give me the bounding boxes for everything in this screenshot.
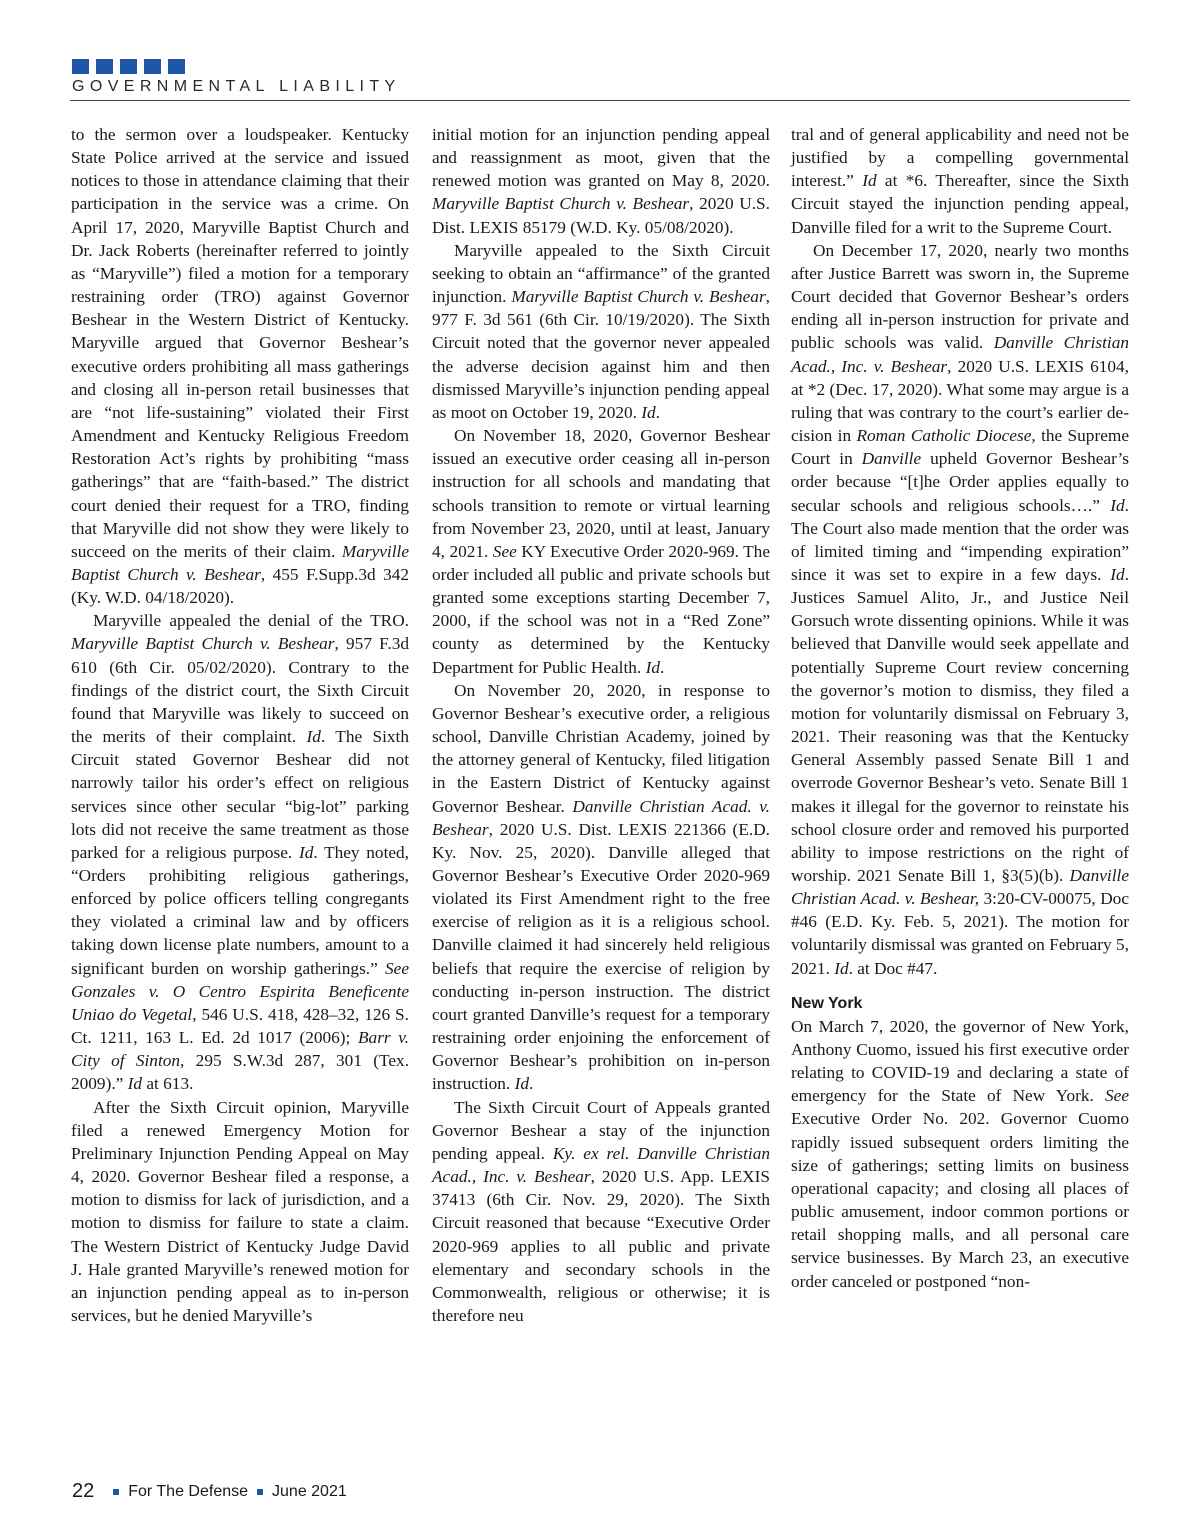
section-label: GOVERNMENTAL LIABILITY xyxy=(72,78,401,95)
header-squares xyxy=(72,59,185,74)
page-footer xyxy=(72,1480,347,1503)
publication-name: For The Defense xyxy=(128,1482,249,1500)
header-square xyxy=(144,59,161,74)
article-column-1: to the sermon over a loudspeaker. Kentucky State Police arrived at the service and issued notices to those in attendance claiming that their participation in the service was a crime. On April 17, 2020, Maryville Baptist Church and Dr. Jack Roberts (hereinafter referred to jointly as “Maryville”) filed a motion for a temporary restraining order (TRO) against Governor Beshear in the Western District of Kentucky. Maryville argued that Governor Beshear’s executive orders prohibiting all mass gatherings and closing all in-person retail businesses that are “not life-sustaining” violated their First Amendment and Kentucky Religious Freedom Restoration Act’s rights by prohibiting “mass gatherings” that are “faith-based.” The district court denied their request for a TRO, finding that Maryville did not show they were likely to succeed on the merits of their claim. Maryville Baptist Church v. Beshear, 455 F.Supp.3d 342 (Ky. W.D. 04/18/2020). Maryville appealed the denial of the TRO. Maryville Baptist Church v. Beshear, 957 F.3d 610 (6th Cir. 05/02/2020). Contrary to the findings of the district court, the Sixth Circuit found that Maryville was likely to succeed on the merits of their complaint. Id. The Sixth Circuit stated Governor Beshear did not narrowly tailor his order’s effect on religious services since other secular “big-lot” parking lots did not receive the same treatment as those parked for a religious purpose. Id. They noted, “Orders prohibiting religious gatherings, enforced by police officers telling congregants they violated a criminal law and by officers taking down license plate numbers, amount to a significant burden on worship gatherings.” See Gonzales v. O Centro Espirita Beneficente Uniao do Vegetal, 546 U.S. 418, 428–32, 126 S. Ct. 1211, 163 L. Ed. 2d 1017 (2006); Barr v. City of Sinton, 295 S.W.3d 287, 301 (Tex. 2009).” Id at 613. After the Sixth Circuit opinion, Maryville filed a renewed Emergency Motion for Preliminary Injunction Pending Appeal on May 4, 2020. Governor Beshear filed a response, a motion to dismiss for lack of jurisdiction, and a motion to dismiss for failure to state a claim. The Western District of Kentucky Judge David J. Hale granted Maryville’s renewed motion for an injunction pending appeal as to in-person services, but he denied Maryville’s xyxy=(71,125,410,1325)
footer-bullet xyxy=(257,1489,263,1495)
header-rule xyxy=(70,100,1130,101)
article-column-3: tral and of general applicability and need not be justified by a compelling governmental interest.” Id at *6. Thereafter, since the Sixth Circuit stayed the injunction pending appeal, Danville filed for a writ to the Supreme Court. On December 17, 2020, nearly two months after Justice Barrett was sworn in, the Supreme Court decided that Governor Beshear’s orders ending all in-person instruction for private and public schools was valid. Danville Christian Acad., Inc. v. Beshear, 2020 U.S. LEXIS 6104, at *2 (Dec. 17, 2020). What some may argue is a ruling that was contrary to the court’s earlier decision in Roman Catholic Diocese, the Supreme Court in Danville upheld Governor Beshear’s order because “[t]he Order applies equally to secular schools and religious schools….” Id. The Court also made mention that the order was of limited timing and “impending expiration” since it was set to expire in a few days. Id. Justices Samuel Alito, Jr., and Justice Neil Gorsuch wrote dissenting opinions. While it was believed that Danville would seek appellate and potentially Supreme Court review concerning the governor’s motion to dismiss, they filed a motion for voluntarily dismissal on February 3, 2021. Their reasoning was that the Kentucky General Assembly passed Senate Bill 1 and overrode Governor Beshear’s veto. Senate Bill 1 makes it illegal for the governor to reinstate his school closure order and removed his purported ability to impose restrictions on the right of worship. 2021 Senate Bill 1, §3(5)(b). Danville Christian Acad. v. Beshear, 3:20-CV-00075, Doc #46 (E.D. Ky. Feb. 5, 2021). The motion for voluntarily dismissal was granted on February 5, 2021. Id. at Doc #47. New York On March 7, 2020, the governor of New York, Anthony Cuomo, issued his first executive order relating to COVID-19 and declaring a state of emergency for the State of New York. See Executive Order No. 202. Governor Cuomo rapidly issued subsequent orders limiting the size of gatherings; setting limits on business operational capacity; and closing all places of public amusement, indoor common portions or retail shopping malls, and all personal care service businesses. By March 23, an executive order canceled or postponed “non- xyxy=(791,125,1129,1291)
page-number: 22 xyxy=(72,1480,95,1502)
issue-date: June 2021 xyxy=(272,1482,347,1500)
footer-bullet xyxy=(113,1489,119,1495)
header-square xyxy=(72,59,89,74)
header-square xyxy=(96,59,113,74)
header-square xyxy=(168,59,185,74)
header-square xyxy=(120,59,137,74)
article-column-2: initial motion for an injunction pending appeal and reassignment as moot, given that the renewed motion was granted on May 8, 2020. Maryville Baptist Church v. Beshear, 2020 U.S. Dist. LEXIS 85179 (W.D. Ky. 05/08/2020). Maryville appealed to the Sixth Circuit seeking to obtain an “affirmance” of the granted injunction. Maryville Baptist Church v. Beshear, 977 F. 3d 561 (6th Cir. 10/19/2020). The Sixth Circuit noted that the governor never appealed the adverse decision against him and then dismissed Maryville’s injunction pending appeal as moot on October 19, 2020. Id. On November 18, 2020, Governor Beshear issued an executive order ceasing all in-person instruction for all schools and mandating that schools transition to remote or virtual learning from November 23, 2020, until at least, January 4, 2021. See KY Executive Order 2020-969. The order included all public and private schools but granted some exceptions starting December 7, 2000, if the school was not in a “Red Zone” county as determined by the Kentucky Department for Public Health. Id. On November 20, 2020, in response to Governor Beshear’s executive order, a religious school, Danville Christian Academy, joined by the attorney general of Kentucky, filed litigation in the Eastern District of Kentucky against Governor Beshear. Danville Christian Acad. v. Beshear, 2020 U.S. Dist. LEXIS 221366 (E.D. Ky. Nov. 25, 2020). Danville alleged that Governor Beshear’s Executive Order 2020-969 violated its First Amendment right to the free exercise of religion as it is a religious school. Danville claimed it had sincerely held religious beliefs that require the exercise of religion by conducting in-person instruction. The district court granted Danville’s request for a temporary restraining order enjoining the enforcement of Governor Beshear’s prohibition on in-person instruction. Id. The Sixth Circuit Court of Appeals granted Governor Beshear a stay of the injunction pending appeal. Ky. ex rel. Danville Christian Acad., Inc. v. Beshear, 2020 U.S. App. LEXIS 37413 (6th Cir. Nov. 29, 2020). The Sixth Circuit reasoned that because “Executive Order 2020-969 applies to all public and private elementary and secondary schools in the Commonwealth, religious or otherwise; it is therefore neu xyxy=(432,125,771,1325)
